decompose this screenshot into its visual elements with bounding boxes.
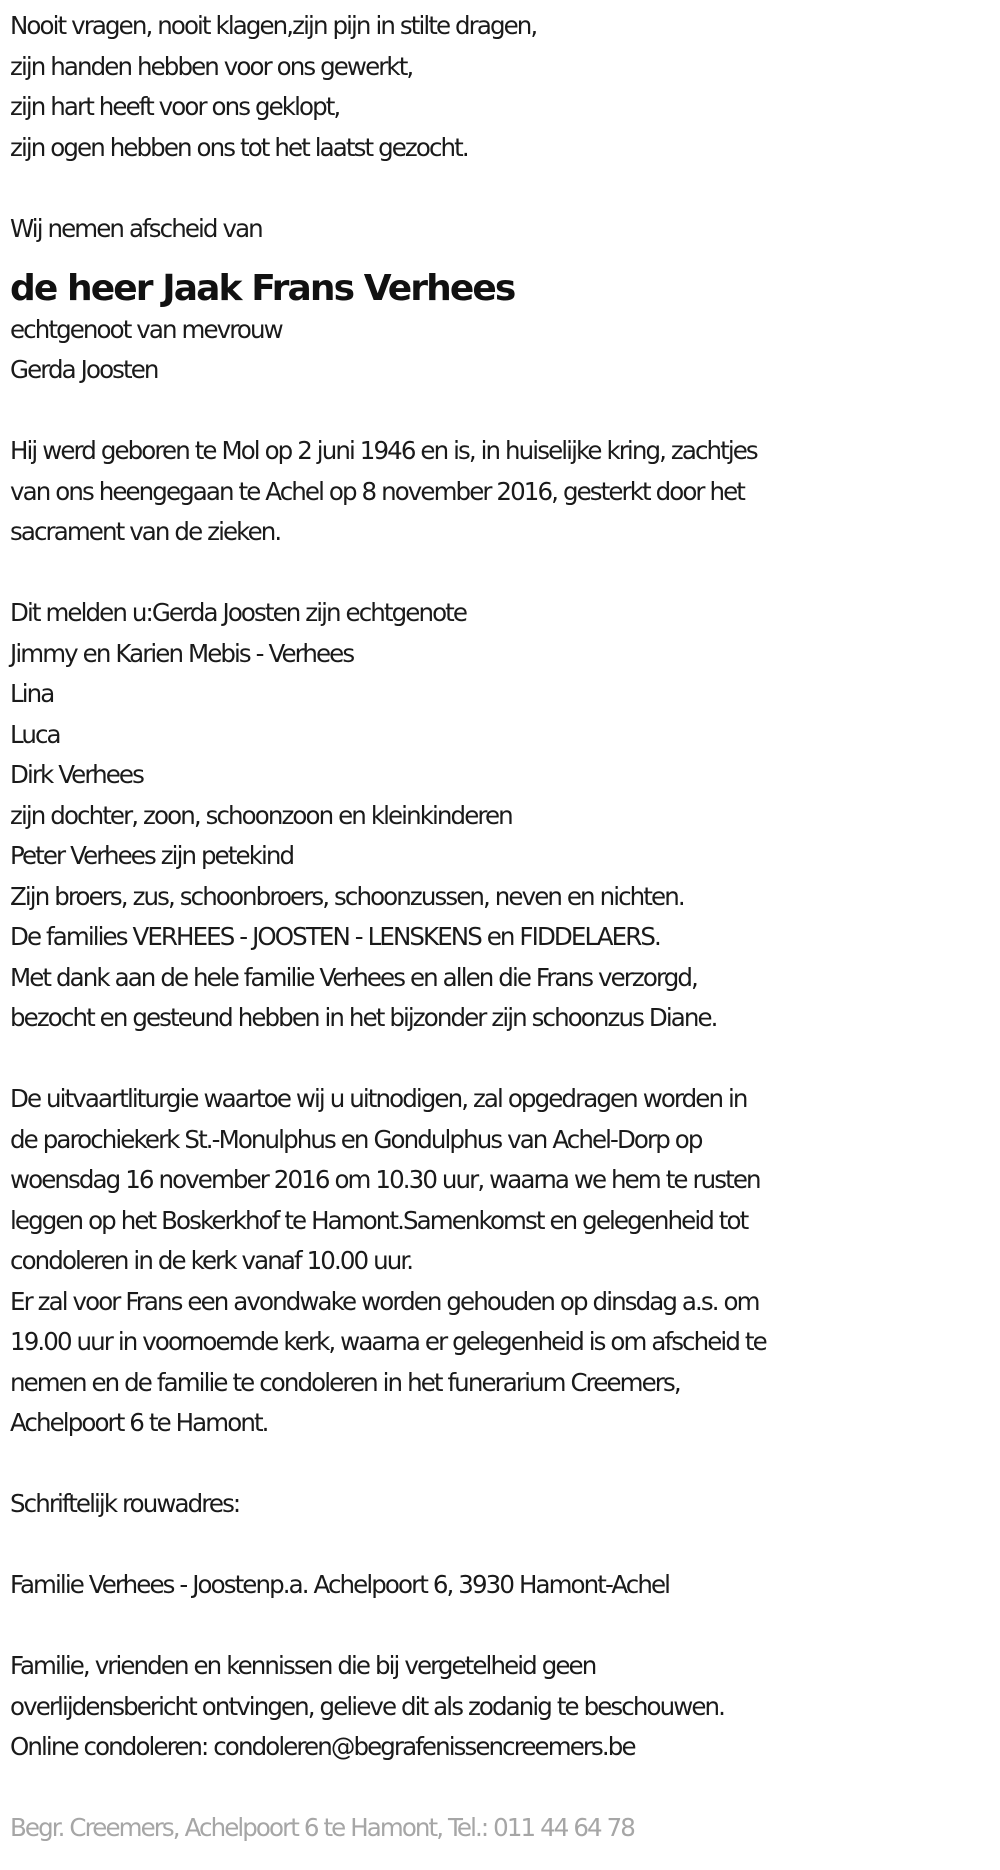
paragraph-line: Achelpoort 6 te Hamont.: [10, 1408, 268, 1437]
announcer-line: Peter Verhees zijn petekind: [10, 841, 294, 870]
ceremony-paragraph: [10, 1079, 995, 1444]
birth-death-paragraph: [10, 431, 995, 553]
mourning-address: Familie Verhees - Joostenp.a. Achelpoort 6, 3930 Hamont-Achel: [10, 1570, 670, 1599]
announcer-line: bezocht en gesteund hebben in het bijzonder zijn schoonzus Diane.: [10, 1003, 717, 1032]
announcer-line: Dit melden u:Gerda Joosten zijn echtgenote: [10, 598, 467, 627]
announcers-list: [10, 593, 995, 1039]
spacer: [10, 1768, 995, 1809]
intro-text: Wij nemen afscheid van: [10, 213, 262, 243]
paragraph-line: nemen en de familie te condoleren in het funerarium Creemers,: [10, 1367, 680, 1397]
paragraph-line: Hij werd geboren te Mol op 2 juni 1946 en is, in huiselijke kring, zachtjes: [10, 436, 757, 465]
poem-line: zijn hart heeft voor ons geklopt,: [10, 92, 340, 121]
address-label: Schriftelijk rouwadres:: [10, 1489, 240, 1518]
obituary-notice: [10, 6, 995, 1849]
poem-line: Nooit vragen, nooit klagen,zijn pijn in stilte dragen,: [10, 11, 537, 40]
announcer-line: Met dank aan de hele familie Verhees en allen die Frans verzorgd,: [10, 962, 697, 992]
closing-paragraph: [10, 1646, 995, 1768]
announcer-line: Dirk Verhees: [10, 760, 143, 789]
announcer-line: De families VERHEES - JOOSTEN - LENSKENS en FIDDELAERS.: [10, 922, 660, 951]
spacer: [10, 1606, 995, 1647]
paragraph-line: Familie, vrienden en kennissen die bij vergetelheid geen: [10, 1651, 596, 1680]
announcer-line: Lina: [10, 679, 54, 708]
paragraph-line: condoleren in de kerk vanaf 10.00 uur.: [10, 1246, 413, 1275]
paragraph-line: 19.00 uur in voornoemde kerk, waarna er gelegenheid is om afscheid te: [10, 1327, 766, 1356]
poem: [10, 6, 995, 168]
paragraph-line: overlijdensbericht ontvingen, gelieve dit als zodanig te beschouwen.: [10, 1691, 725, 1721]
announcer-line: Zijn broers, zus, schoonbroers, schoonzussen, neven en nichten.: [10, 881, 684, 911]
announcer-line: zijn dochter, zoon, schoonzoon en kleinkinderen: [10, 800, 512, 830]
paragraph-line: van ons heengegaan te Achel op 8 november 2016, gesterkt door het: [10, 476, 744, 506]
spouse-name: Gerda Joosten: [10, 355, 158, 384]
poem-line: zijn ogen hebben ons tot het laatst gezocht.: [10, 132, 468, 162]
spacer: [10, 168, 995, 209]
paragraph-line: sacrament van de zieken.: [10, 517, 281, 546]
spouse-line: echtgenoot van mevrouw: [10, 314, 282, 344]
funeral-home-footer: Begr. Creemers, Achelpoort 6 te Hamont, Tel.: 011 44 64 78: [10, 1813, 634, 1842]
online-condolence-line: Online condoleren: condoleren@begrafenissencreemers.be: [10, 1732, 635, 1761]
paragraph-line: woensdag 16 november 2016 om 10.30 uur, waarna we hem te rusten: [10, 1165, 760, 1194]
paragraph-line: de parochiekerk St.-Monulphus en Gondulphus van Achel-Dorp op: [10, 1124, 702, 1154]
announcer-line: Jimmy en Karien Mebis - Verhees: [10, 638, 354, 668]
spacer: [10, 1039, 995, 1080]
spacer: [10, 1444, 995, 1485]
paragraph-line: Er zal voor Frans een avondwake worden gehouden op dinsdag a.s. om: [10, 1286, 759, 1316]
poem-line: zijn handen hebben voor ons gewerkt,: [10, 51, 413, 81]
announcer-line: Luca: [10, 719, 60, 749]
paragraph-line: De uitvaartliturgie waartoe wij u uitnodigen, zal opgedragen worden in: [10, 1084, 747, 1113]
deceased-name: de heer Jaak Frans Verhees: [10, 268, 515, 309]
spacer: [10, 1525, 995, 1566]
spacer: [10, 553, 995, 594]
paragraph-line: leggen op het Boskerkhof te Hamont.Samenkomst en gelegenheid tot: [10, 1205, 748, 1235]
spacer: [10, 391, 995, 432]
